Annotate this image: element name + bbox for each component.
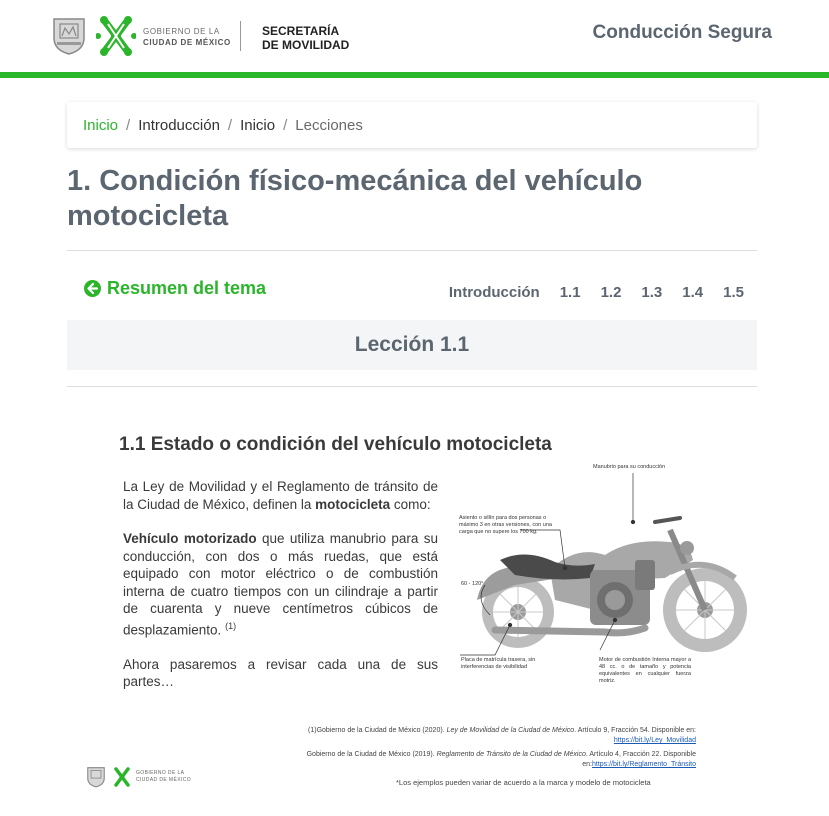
cdmx-shield-logo[interactable] xyxy=(52,16,86,56)
divider xyxy=(67,386,757,387)
reglamento-transito-link[interactable]: https://bit.ly/Reglamento_Tránsito xyxy=(591,761,696,768)
breadcrumb-separator: / xyxy=(227,116,233,134)
footer-gov-name xyxy=(136,770,191,784)
lesson-nav xyxy=(429,284,744,301)
cdmx-shield-logo xyxy=(86,766,106,788)
text: que utiliza manubrio para su conducción, con dos o más ruedas, que está equipado con motor eléctrico o de combustión interna de cuatro tiempos con un cilindraje a partir de cuarenta y nueve centímetros cúbicos de desplazamiento. xyxy=(123,531,438,637)
breadcrumb xyxy=(67,102,757,148)
lesson-body xyxy=(123,478,438,708)
label-asiento: Asiento o sillín para dos personas o máximo 3 en otras versiones, con una carga que no supere los 700 kg. xyxy=(459,515,552,535)
paragraph-definition xyxy=(123,530,438,639)
breadcrumb-inicio-2[interactable]: Inicio xyxy=(240,116,276,134)
footer-gov-line1: GOBIERNO DE LA xyxy=(136,770,185,776)
arrow-left-circle-icon xyxy=(84,280,101,297)
footnote-2-line xyxy=(307,750,696,760)
text: La Ley de Movilidad y el Reglamento de tránsito de la Ciudad de México, definen la xyxy=(123,479,438,512)
text: . Artículo 4, Fracción 22. Disponible xyxy=(585,751,696,758)
footnote-disclaimer: *Los ejemplos pueden variar de acuerdo a la marca y modelo de motocicleta xyxy=(396,778,651,787)
breadcrumb-separator: / xyxy=(126,116,131,134)
semovi-name xyxy=(262,24,349,52)
label-motor: Motor de combustión Interna mayor a 48 cc. o de tamaño y potencia equivalentes en cualquier fuerza motriz. xyxy=(599,657,691,684)
government-name xyxy=(143,26,231,48)
motorcycle-illustration xyxy=(455,460,755,690)
footnote-2 xyxy=(307,750,696,770)
cdmx-logo xyxy=(112,766,132,788)
bold-text: motocicleta xyxy=(315,496,391,512)
ley-movilidad-link[interactable]: https://bit.ly/Ley_Movilidad xyxy=(613,737,696,744)
text: . Artículo 9, Fracción 54. Disponible en: xyxy=(574,727,696,734)
footnote-1 xyxy=(308,726,696,746)
page-title: 1. Condición físico-mecánica del vehículo motocicleta xyxy=(67,165,643,232)
footer-gov-line2: CIUDAD DE MÉXICO xyxy=(136,777,192,783)
semovi-line2: DE MOVILIDAD xyxy=(262,38,350,52)
italic-text: Reglamento de Tránsito de la Ciudad de México xyxy=(436,751,586,758)
breadcrumb-introduccion[interactable]: Introducción xyxy=(138,116,220,134)
label-angulo: 60 - 120° xyxy=(461,581,484,587)
bold-text: Vehículo motorizado xyxy=(123,531,257,546)
text: Gobierno de la Ciudad de México (2019). xyxy=(306,751,437,758)
header-accent-bar xyxy=(0,72,829,78)
breadcrumb-inicio[interactable]: Inicio xyxy=(83,116,119,134)
label-manubrio: Manubrio para su conducción xyxy=(593,464,666,470)
site-header xyxy=(0,0,829,74)
paragraph-definition-intro xyxy=(123,478,438,513)
text: (1)Gobierno de la Ciudad de México (2020). xyxy=(308,727,447,734)
motorcycle-diagram xyxy=(455,460,755,690)
semovi-line1: SECRETARÍA xyxy=(262,24,340,38)
header-divider xyxy=(240,21,241,51)
text: en: xyxy=(582,761,592,768)
lesson-nav-introduccion[interactable]: Introducción xyxy=(448,284,540,301)
footnote-ref: (1) xyxy=(225,620,237,631)
lesson-nav-1-2[interactable]: 1.2 xyxy=(600,284,622,301)
text: como: xyxy=(390,496,431,512)
resumen-link[interactable] xyxy=(84,278,266,299)
gov-line2: CIUDAD DE MÉXICO xyxy=(143,38,231,47)
lesson-nav-1-5[interactable]: 1.5 xyxy=(723,284,744,301)
italic-text: Ley de Movilidad de la Ciudad de México xyxy=(446,727,575,734)
gov-line1: GOBIERNO DE LA xyxy=(143,27,220,36)
section-title: 1.1 Estado o condición del vehículo motocicleta xyxy=(119,434,552,455)
breadcrumb-lecciones: Lecciones xyxy=(295,116,363,134)
lesson-nav-1-3[interactable]: 1.3 xyxy=(641,284,663,301)
cdmx-logo[interactable] xyxy=(96,14,136,58)
resumen-label: Resumen del tema xyxy=(107,278,267,298)
footer-logo xyxy=(86,766,191,788)
lesson-heading: Lección 1.1 xyxy=(67,320,757,370)
divider xyxy=(67,250,757,251)
breadcrumb-separator: / xyxy=(283,116,288,134)
label-placa: Placa de matrícula trasera, sin interferencias de visibilidad xyxy=(461,657,536,670)
lesson-nav-1-1[interactable]: 1.1 xyxy=(559,284,581,301)
lesson-nav-1-4[interactable]: 1.4 xyxy=(682,284,704,301)
footnote-1-line xyxy=(308,726,696,736)
paragraph-next: Ahora pasaremos a revisar cada una de sus partes… xyxy=(123,656,438,689)
site-title[interactable]: Conducción Segura xyxy=(592,22,772,43)
